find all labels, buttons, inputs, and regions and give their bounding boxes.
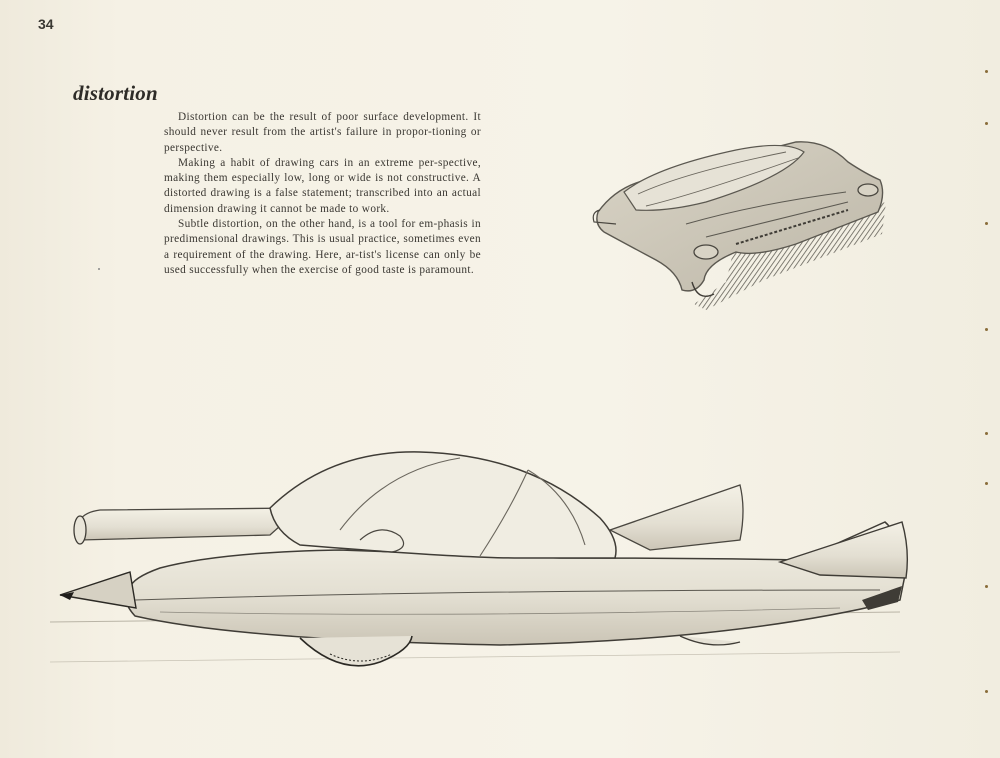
nose-spear <box>60 572 136 608</box>
body-text <box>164 110 481 278</box>
paragraph-1: Distortion can be the result of poor surface development. It should never result from the artist's failure in propor-tioning or perspective. <box>164 111 481 154</box>
paragraph-3: Subtle distortion, on the other hand, is a tool for em-phasis in predimensional drawings. This is usual practice, sometimes even a requirement of the drawing. Here, ar-tist's license can only be used successfully when the exercise of good taste is paramount. <box>164 218 481 276</box>
front-wheel <box>680 636 740 645</box>
edge-mark <box>985 122 988 125</box>
car-side-view-sketch <box>40 440 920 680</box>
rear-wheel <box>300 636 412 666</box>
edge-mark <box>985 690 988 693</box>
section-title: distortion <box>73 81 158 105</box>
stray-dot <box>98 268 100 270</box>
paragraph-2: Making a habit of drawing cars in an extreme per-spective, making them especially low, long or wide is not constructive. A distorted drawing is a false statement; transcribed into an actual dimension drawing it cannot be made to work. <box>164 156 481 215</box>
edge-mark <box>985 328 988 331</box>
page-number: 34 <box>38 16 54 32</box>
edge-mark <box>985 70 988 73</box>
car-rear-view-sketch <box>586 132 891 312</box>
edge-mark <box>985 482 988 485</box>
edge-mark <box>985 432 988 435</box>
canopy <box>270 452 616 558</box>
edge-mark <box>985 585 988 588</box>
edge-mark <box>985 222 988 225</box>
far-pod <box>77 508 300 540</box>
rear-fin-far <box>610 485 743 550</box>
